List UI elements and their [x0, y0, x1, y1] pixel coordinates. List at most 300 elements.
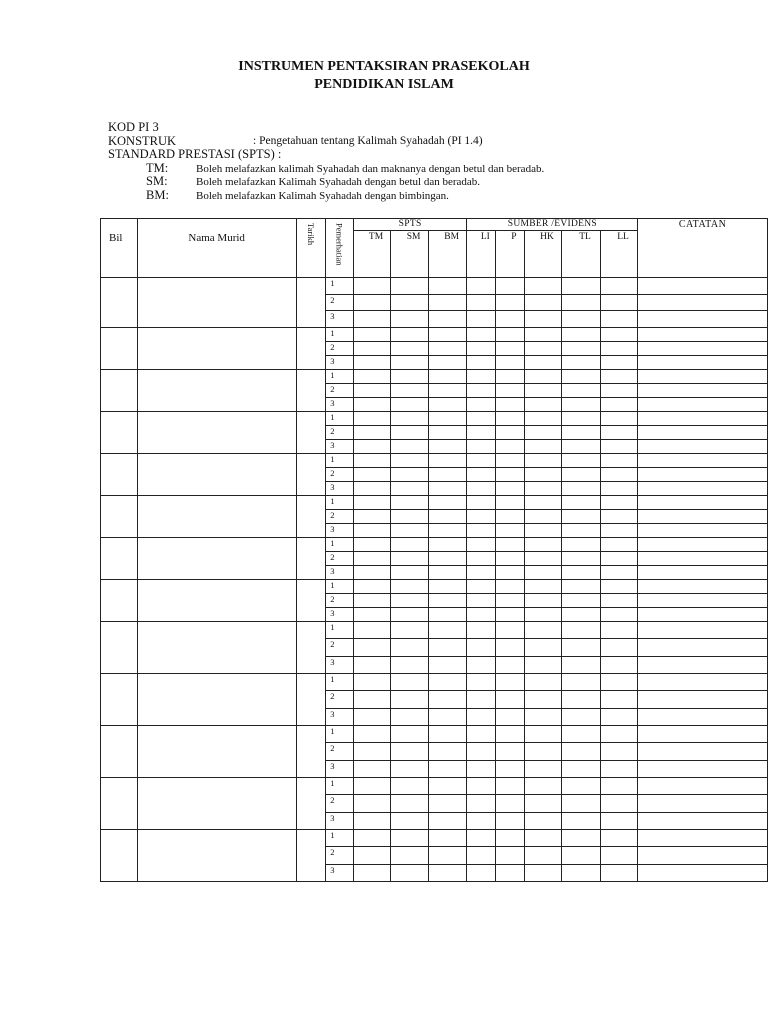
ll-cell[interactable]: [600, 760, 638, 777]
li-cell[interactable]: [467, 383, 496, 397]
sm-cell[interactable]: [391, 708, 429, 725]
catatan-cell[interactable]: [638, 509, 768, 523]
li-cell[interactable]: [467, 311, 496, 328]
hk-cell[interactable]: [524, 453, 562, 467]
li-cell[interactable]: [467, 593, 496, 607]
catatan-cell[interactable]: [638, 639, 768, 656]
hk-cell[interactable]: [524, 639, 562, 656]
tl-cell[interactable]: [562, 743, 600, 760]
sm-cell[interactable]: [391, 847, 429, 864]
catatan-cell[interactable]: [638, 621, 768, 638]
bm-cell[interactable]: [428, 355, 467, 369]
nama-murid-cell[interactable]: [137, 369, 296, 411]
catatan-cell[interactable]: [638, 341, 768, 355]
tm-cell[interactable]: [353, 294, 391, 311]
li-cell[interactable]: [467, 847, 496, 864]
tarikh-cell[interactable]: [296, 621, 325, 673]
hk-cell[interactable]: [524, 294, 562, 311]
li-cell[interactable]: [467, 278, 496, 295]
catatan-cell[interactable]: [638, 760, 768, 777]
nama-murid-cell[interactable]: [137, 725, 296, 777]
ll-cell[interactable]: [600, 495, 638, 509]
bm-cell[interactable]: [428, 579, 467, 593]
tl-cell[interactable]: [562, 278, 600, 295]
ll-cell[interactable]: [600, 327, 638, 341]
tarikh-cell[interactable]: [296, 278, 325, 328]
sm-cell[interactable]: [391, 481, 429, 495]
bm-cell[interactable]: [428, 311, 467, 328]
li-cell[interactable]: [467, 691, 496, 708]
ll-cell[interactable]: [600, 411, 638, 425]
p-cell[interactable]: [496, 593, 525, 607]
li-cell[interactable]: [467, 864, 496, 881]
tm-cell[interactable]: [353, 537, 391, 551]
nama-murid-cell[interactable]: [137, 495, 296, 537]
tm-cell[interactable]: [353, 708, 391, 725]
catatan-cell[interactable]: [638, 725, 768, 742]
catatan-cell[interactable]: [638, 551, 768, 565]
tl-cell[interactable]: [562, 383, 600, 397]
bil-cell[interactable]: [101, 537, 138, 579]
bm-cell[interactable]: [428, 509, 467, 523]
bm-cell[interactable]: [428, 565, 467, 579]
li-cell[interactable]: [467, 523, 496, 537]
p-cell[interactable]: [496, 777, 525, 794]
tm-cell[interactable]: [353, 523, 391, 537]
hk-cell[interactable]: [524, 593, 562, 607]
p-cell[interactable]: [496, 691, 525, 708]
p-cell[interactable]: [496, 760, 525, 777]
li-cell[interactable]: [467, 481, 496, 495]
tarikh-cell[interactable]: [296, 369, 325, 411]
hk-cell[interactable]: [524, 278, 562, 295]
catatan-cell[interactable]: [638, 369, 768, 383]
sm-cell[interactable]: [391, 621, 429, 638]
p-cell[interactable]: [496, 383, 525, 397]
nama-murid-cell[interactable]: [137, 453, 296, 495]
hk-cell[interactable]: [524, 481, 562, 495]
hk-cell[interactable]: [524, 467, 562, 481]
ll-cell[interactable]: [600, 537, 638, 551]
ll-cell[interactable]: [600, 708, 638, 725]
hk-cell[interactable]: [524, 725, 562, 742]
ll-cell[interactable]: [600, 593, 638, 607]
p-cell[interactable]: [496, 439, 525, 453]
tl-cell[interactable]: [562, 481, 600, 495]
tl-cell[interactable]: [562, 621, 600, 638]
bm-cell[interactable]: [428, 639, 467, 656]
li-cell[interactable]: [467, 425, 496, 439]
li-cell[interactable]: [467, 411, 496, 425]
ll-cell[interactable]: [600, 829, 638, 846]
hk-cell[interactable]: [524, 397, 562, 411]
sm-cell[interactable]: [391, 673, 429, 690]
tl-cell[interactable]: [562, 565, 600, 579]
sm-cell[interactable]: [391, 509, 429, 523]
hk-cell[interactable]: [524, 311, 562, 328]
ll-cell[interactable]: [600, 439, 638, 453]
tl-cell[interactable]: [562, 551, 600, 565]
tm-cell[interactable]: [353, 355, 391, 369]
bil-cell[interactable]: [101, 725, 138, 777]
tl-cell[interactable]: [562, 509, 600, 523]
p-cell[interactable]: [496, 864, 525, 881]
p-cell[interactable]: [496, 847, 525, 864]
p-cell[interactable]: [496, 481, 525, 495]
bm-cell[interactable]: [428, 523, 467, 537]
p-cell[interactable]: [496, 397, 525, 411]
tm-cell[interactable]: [353, 453, 391, 467]
tl-cell[interactable]: [562, 864, 600, 881]
catatan-cell[interactable]: [638, 467, 768, 481]
li-cell[interactable]: [467, 565, 496, 579]
catatan-cell[interactable]: [638, 327, 768, 341]
hk-cell[interactable]: [524, 509, 562, 523]
bm-cell[interactable]: [428, 621, 467, 638]
hk-cell[interactable]: [524, 621, 562, 638]
li-cell[interactable]: [467, 439, 496, 453]
bil-cell[interactable]: [101, 579, 138, 621]
p-cell[interactable]: [496, 579, 525, 593]
sm-cell[interactable]: [391, 829, 429, 846]
bm-cell[interactable]: [428, 467, 467, 481]
sm-cell[interactable]: [391, 495, 429, 509]
bm-cell[interactable]: [428, 656, 467, 673]
sm-cell[interactable]: [391, 743, 429, 760]
ll-cell[interactable]: [600, 341, 638, 355]
p-cell[interactable]: [496, 278, 525, 295]
p-cell[interactable]: [496, 411, 525, 425]
p-cell[interactable]: [496, 537, 525, 551]
bm-cell[interactable]: [428, 369, 467, 383]
hk-cell[interactable]: [524, 383, 562, 397]
tarikh-cell[interactable]: [296, 673, 325, 725]
ll-cell[interactable]: [600, 453, 638, 467]
tm-cell[interactable]: [353, 847, 391, 864]
ll-cell[interactable]: [600, 294, 638, 311]
li-cell[interactable]: [467, 495, 496, 509]
p-cell[interactable]: [496, 639, 525, 656]
bil-cell[interactable]: [101, 673, 138, 725]
tarikh-cell[interactable]: [296, 453, 325, 495]
tm-cell[interactable]: [353, 593, 391, 607]
tm-cell[interactable]: [353, 425, 391, 439]
bm-cell[interactable]: [428, 294, 467, 311]
bm-cell[interactable]: [428, 495, 467, 509]
tm-cell[interactable]: [353, 777, 391, 794]
tm-cell[interactable]: [353, 579, 391, 593]
li-cell[interactable]: [467, 812, 496, 829]
bm-cell[interactable]: [428, 691, 467, 708]
ll-cell[interactable]: [600, 551, 638, 565]
ll-cell[interactable]: [600, 509, 638, 523]
catatan-cell[interactable]: [638, 294, 768, 311]
tm-cell[interactable]: [353, 743, 391, 760]
tm-cell[interactable]: [353, 691, 391, 708]
tm-cell[interactable]: [353, 369, 391, 383]
bm-cell[interactable]: [428, 327, 467, 341]
bil-cell[interactable]: [101, 453, 138, 495]
ll-cell[interactable]: [600, 864, 638, 881]
hk-cell[interactable]: [524, 760, 562, 777]
bm-cell[interactable]: [428, 847, 467, 864]
ll-cell[interactable]: [600, 278, 638, 295]
tm-cell[interactable]: [353, 639, 391, 656]
tl-cell[interactable]: [562, 760, 600, 777]
tm-cell[interactable]: [353, 795, 391, 812]
nama-murid-cell[interactable]: [137, 278, 296, 328]
hk-cell[interactable]: [524, 691, 562, 708]
tm-cell[interactable]: [353, 341, 391, 355]
bm-cell[interactable]: [428, 725, 467, 742]
tl-cell[interactable]: [562, 673, 600, 690]
catatan-cell[interactable]: [638, 812, 768, 829]
li-cell[interactable]: [467, 369, 496, 383]
catatan-cell[interactable]: [638, 565, 768, 579]
sm-cell[interactable]: [391, 795, 429, 812]
catatan-cell[interactable]: [638, 607, 768, 621]
tl-cell[interactable]: [562, 411, 600, 425]
hk-cell[interactable]: [524, 607, 562, 621]
tl-cell[interactable]: [562, 656, 600, 673]
p-cell[interactable]: [496, 621, 525, 638]
ll-cell[interactable]: [600, 743, 638, 760]
tl-cell[interactable]: [562, 812, 600, 829]
sm-cell[interactable]: [391, 551, 429, 565]
li-cell[interactable]: [467, 725, 496, 742]
tl-cell[interactable]: [562, 579, 600, 593]
ll-cell[interactable]: [600, 565, 638, 579]
catatan-cell[interactable]: [638, 278, 768, 295]
li-cell[interactable]: [467, 467, 496, 481]
hk-cell[interactable]: [524, 829, 562, 846]
sm-cell[interactable]: [391, 760, 429, 777]
p-cell[interactable]: [496, 673, 525, 690]
tarikh-cell[interactable]: [296, 495, 325, 537]
bm-cell[interactable]: [428, 481, 467, 495]
bm-cell[interactable]: [428, 537, 467, 551]
p-cell[interactable]: [496, 829, 525, 846]
tl-cell[interactable]: [562, 777, 600, 794]
sm-cell[interactable]: [391, 537, 429, 551]
ll-cell[interactable]: [600, 383, 638, 397]
nama-murid-cell[interactable]: [137, 829, 296, 881]
tm-cell[interactable]: [353, 509, 391, 523]
ll-cell[interactable]: [600, 639, 638, 656]
hk-cell[interactable]: [524, 812, 562, 829]
sm-cell[interactable]: [391, 341, 429, 355]
p-cell[interactable]: [496, 369, 525, 383]
p-cell[interactable]: [496, 341, 525, 355]
catatan-cell[interactable]: [638, 495, 768, 509]
ll-cell[interactable]: [600, 397, 638, 411]
hk-cell[interactable]: [524, 327, 562, 341]
tm-cell[interactable]: [353, 495, 391, 509]
tm-cell[interactable]: [353, 411, 391, 425]
bm-cell[interactable]: [428, 607, 467, 621]
tl-cell[interactable]: [562, 593, 600, 607]
tm-cell[interactable]: [353, 673, 391, 690]
hk-cell[interactable]: [524, 743, 562, 760]
li-cell[interactable]: [467, 355, 496, 369]
hk-cell[interactable]: [524, 579, 562, 593]
nama-murid-cell[interactable]: [137, 673, 296, 725]
p-cell[interactable]: [496, 523, 525, 537]
sm-cell[interactable]: [391, 593, 429, 607]
ll-cell[interactable]: [600, 812, 638, 829]
tm-cell[interactable]: [353, 551, 391, 565]
catatan-cell[interactable]: [638, 829, 768, 846]
hk-cell[interactable]: [524, 523, 562, 537]
ll-cell[interactable]: [600, 481, 638, 495]
hk-cell[interactable]: [524, 656, 562, 673]
li-cell[interactable]: [467, 639, 496, 656]
li-cell[interactable]: [467, 621, 496, 638]
catatan-cell[interactable]: [638, 439, 768, 453]
tl-cell[interactable]: [562, 537, 600, 551]
sm-cell[interactable]: [391, 691, 429, 708]
tm-cell[interactable]: [353, 383, 391, 397]
ll-cell[interactable]: [600, 467, 638, 481]
tm-cell[interactable]: [353, 725, 391, 742]
bm-cell[interactable]: [428, 551, 467, 565]
sm-cell[interactable]: [391, 523, 429, 537]
tm-cell[interactable]: [353, 812, 391, 829]
sm-cell[interactable]: [391, 725, 429, 742]
catatan-cell[interactable]: [638, 656, 768, 673]
tl-cell[interactable]: [562, 355, 600, 369]
p-cell[interactable]: [496, 425, 525, 439]
p-cell[interactable]: [496, 509, 525, 523]
tl-cell[interactable]: [562, 725, 600, 742]
sm-cell[interactable]: [391, 639, 429, 656]
tl-cell[interactable]: [562, 795, 600, 812]
tl-cell[interactable]: [562, 294, 600, 311]
tm-cell[interactable]: [353, 467, 391, 481]
tm-cell[interactable]: [353, 481, 391, 495]
bil-cell[interactable]: [101, 829, 138, 881]
tl-cell[interactable]: [562, 453, 600, 467]
hk-cell[interactable]: [524, 777, 562, 794]
sm-cell[interactable]: [391, 579, 429, 593]
ll-cell[interactable]: [600, 691, 638, 708]
tl-cell[interactable]: [562, 829, 600, 846]
nama-murid-cell[interactable]: [137, 621, 296, 673]
sm-cell[interactable]: [391, 397, 429, 411]
li-cell[interactable]: [467, 341, 496, 355]
li-cell[interactable]: [467, 829, 496, 846]
catatan-cell[interactable]: [638, 708, 768, 725]
sm-cell[interactable]: [391, 777, 429, 794]
sm-cell[interactable]: [391, 812, 429, 829]
hk-cell[interactable]: [524, 411, 562, 425]
p-cell[interactable]: [496, 467, 525, 481]
catatan-cell[interactable]: [638, 795, 768, 812]
bil-cell[interactable]: [101, 327, 138, 369]
catatan-cell[interactable]: [638, 523, 768, 537]
hk-cell[interactable]: [524, 673, 562, 690]
bm-cell[interactable]: [428, 760, 467, 777]
sm-cell[interactable]: [391, 467, 429, 481]
nama-murid-cell[interactable]: [137, 411, 296, 453]
tl-cell[interactable]: [562, 311, 600, 328]
bm-cell[interactable]: [428, 341, 467, 355]
li-cell[interactable]: [467, 795, 496, 812]
tm-cell[interactable]: [353, 864, 391, 881]
nama-murid-cell[interactable]: [137, 579, 296, 621]
catatan-cell[interactable]: [638, 453, 768, 467]
li-cell[interactable]: [467, 551, 496, 565]
bil-cell[interactable]: [101, 495, 138, 537]
bm-cell[interactable]: [428, 812, 467, 829]
tarikh-cell[interactable]: [296, 829, 325, 881]
ll-cell[interactable]: [600, 621, 638, 638]
tarikh-cell[interactable]: [296, 579, 325, 621]
ll-cell[interactable]: [600, 579, 638, 593]
tl-cell[interactable]: [562, 467, 600, 481]
sm-cell[interactable]: [391, 565, 429, 579]
catatan-cell[interactable]: [638, 579, 768, 593]
sm-cell[interactable]: [391, 411, 429, 425]
tm-cell[interactable]: [353, 278, 391, 295]
ll-cell[interactable]: [600, 523, 638, 537]
sm-cell[interactable]: [391, 355, 429, 369]
sm-cell[interactable]: [391, 294, 429, 311]
p-cell[interactable]: [496, 656, 525, 673]
tl-cell[interactable]: [562, 607, 600, 621]
tm-cell[interactable]: [353, 829, 391, 846]
catatan-cell[interactable]: [638, 311, 768, 328]
tm-cell[interactable]: [353, 621, 391, 638]
p-cell[interactable]: [496, 795, 525, 812]
ll-cell[interactable]: [600, 607, 638, 621]
tm-cell[interactable]: [353, 607, 391, 621]
bm-cell[interactable]: [428, 829, 467, 846]
tl-cell[interactable]: [562, 425, 600, 439]
ll-cell[interactable]: [600, 673, 638, 690]
li-cell[interactable]: [467, 743, 496, 760]
hk-cell[interactable]: [524, 537, 562, 551]
nama-murid-cell[interactable]: [137, 327, 296, 369]
catatan-cell[interactable]: [638, 691, 768, 708]
p-cell[interactable]: [496, 495, 525, 509]
tarikh-cell[interactable]: [296, 725, 325, 777]
bm-cell[interactable]: [428, 673, 467, 690]
catatan-cell[interactable]: [638, 864, 768, 881]
bm-cell[interactable]: [428, 708, 467, 725]
catatan-cell[interactable]: [638, 481, 768, 495]
hk-cell[interactable]: [524, 565, 562, 579]
catatan-cell[interactable]: [638, 411, 768, 425]
li-cell[interactable]: [467, 327, 496, 341]
bm-cell[interactable]: [428, 593, 467, 607]
sm-cell[interactable]: [391, 607, 429, 621]
hk-cell[interactable]: [524, 864, 562, 881]
bil-cell[interactable]: [101, 278, 138, 328]
p-cell[interactable]: [496, 725, 525, 742]
li-cell[interactable]: [467, 509, 496, 523]
sm-cell[interactable]: [391, 278, 429, 295]
sm-cell[interactable]: [391, 327, 429, 341]
tl-cell[interactable]: [562, 708, 600, 725]
li-cell[interactable]: [467, 760, 496, 777]
hk-cell[interactable]: [524, 795, 562, 812]
li-cell[interactable]: [467, 673, 496, 690]
li-cell[interactable]: [467, 453, 496, 467]
tl-cell[interactable]: [562, 439, 600, 453]
bm-cell[interactable]: [428, 411, 467, 425]
tarikh-cell[interactable]: [296, 411, 325, 453]
